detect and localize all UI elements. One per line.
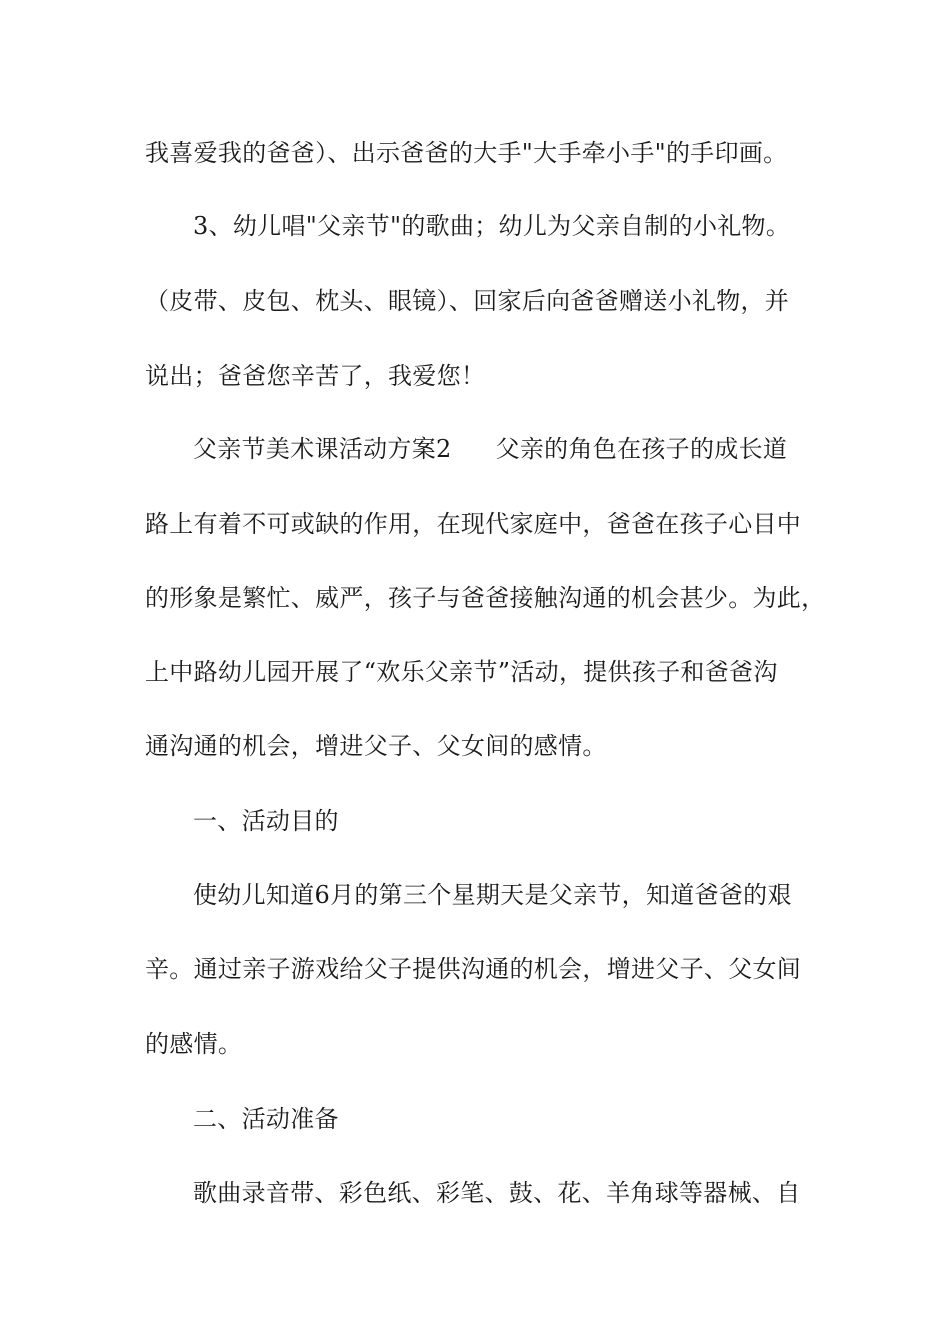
paragraph-line: 上中路幼儿园开展了“欢乐父亲节”活动，提供孩子和爸爸沟 xyxy=(145,658,778,686)
heading-activity-prep: 二、活动准备 xyxy=(193,1105,339,1133)
paragraph-line: 通沟通的机会，增进父子、父女间的感情。 xyxy=(145,732,607,760)
paragraph-line: 使幼儿知道6月的第三个星期天是父亲节，知道爸爸的艰 xyxy=(193,881,792,909)
heading-activity-goal: 一、活动目的 xyxy=(193,807,339,835)
paragraph-line: 我喜爱我的爸爸）、出示爸爸的大手"大手牵小手"的手印画。 xyxy=(145,139,788,167)
section-title-line xyxy=(193,434,863,464)
paragraph-line: 的感情。 xyxy=(145,1030,243,1058)
paragraph-line: 路上有着不可或缺的作用，在现代家庭中，爸爸在孩子心目中 xyxy=(145,510,802,538)
paragraph-line: 3、幼儿唱"父亲节"的歌曲；幼儿为父亲自制的小礼物。 xyxy=(193,212,791,240)
paragraph-text: 父亲的角色在孩子的成长道 xyxy=(495,435,788,463)
paragraph-line: 辛。通过亲子游戏给父子提供沟通的机会，增进父子、父女间 xyxy=(145,955,802,983)
paragraph-line: 歌曲录音带、彩色纸、彩笔、鼓、花、羊角球等器械、自 xyxy=(193,1179,801,1207)
paragraph-line: （皮带、皮包、枕头、眼镜）、回家后向爸爸赠送小礼物，并 xyxy=(145,287,790,315)
paragraph-line: 说出；爸爸您辛苦了，我爱您！ xyxy=(145,362,486,390)
section-title: 父亲节美术课活动方案2 xyxy=(193,435,452,463)
paragraph-line: 的形象是繁忙、威严，孩子与爸爸接触沟通的机会甚少。为此， xyxy=(145,584,826,612)
